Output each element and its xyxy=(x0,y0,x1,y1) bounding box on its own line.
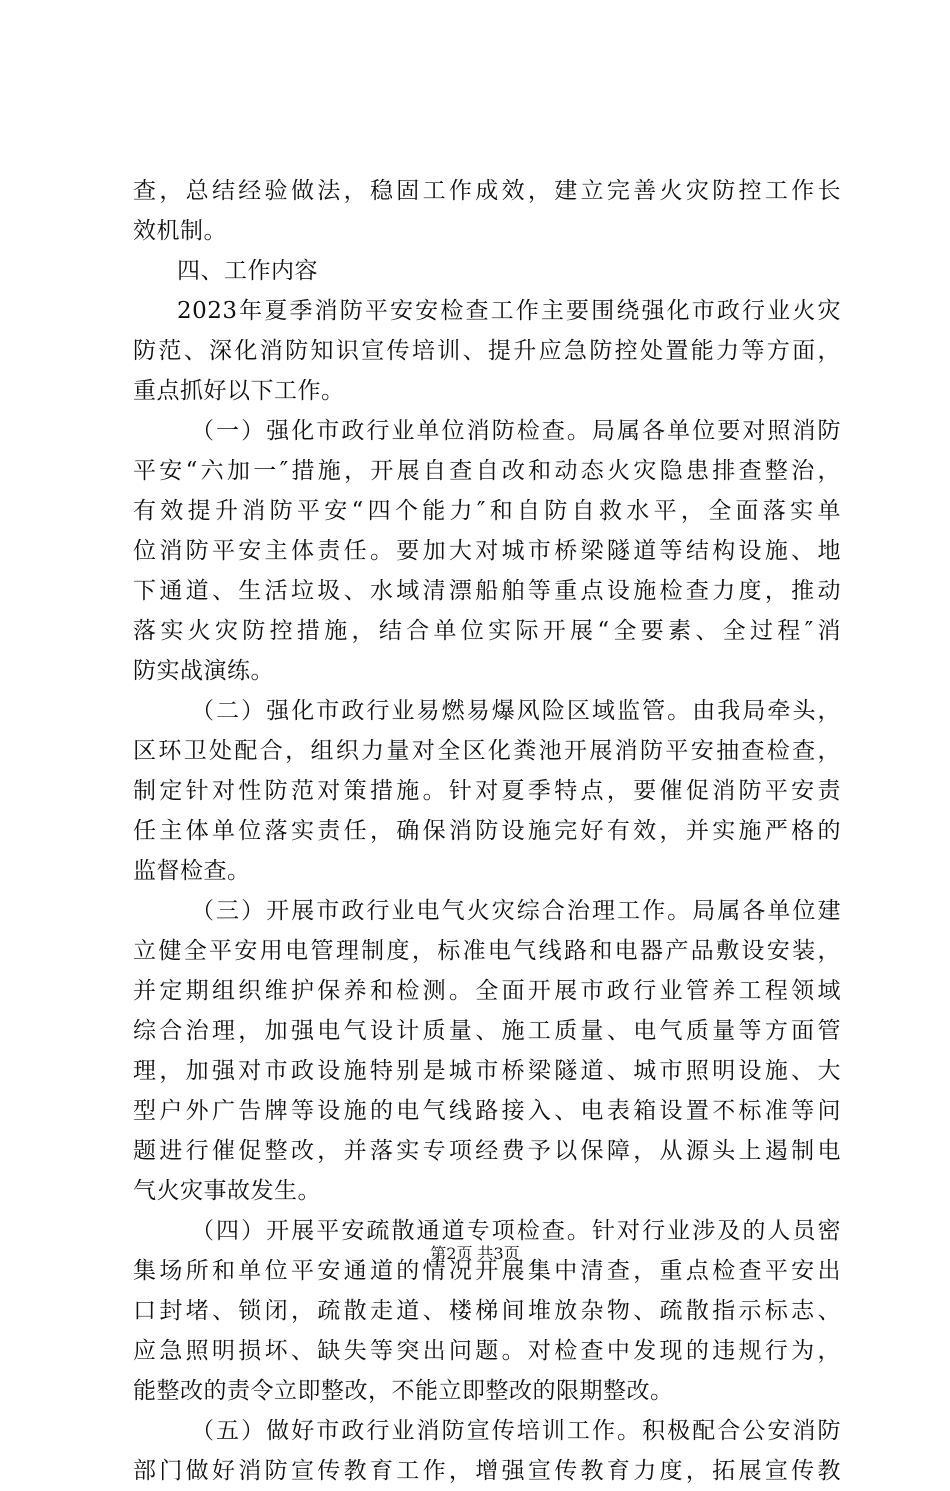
text-line: 重点抓好以下工作。 xyxy=(133,378,345,404)
text-line: （一）强化市政行业单位消防检查。局属各单位要对照消防 xyxy=(191,418,841,444)
text-line: 任主体单位落实责任，确保消防设施完好有效，并实施严格的 xyxy=(133,818,841,844)
section-heading: 四、工作内容 xyxy=(177,258,318,284)
text-line: 能整改的责令立即整改，不能立即整改的限期整改。 xyxy=(133,1378,674,1404)
text-line: 口封堵、锁闭，疏散走道、楼梯间堆放杂物、疏散指示标志、 xyxy=(133,1298,841,1324)
text-line: 并定期组织维护保养和检测。全面开展市政行业管养工程领域 xyxy=(133,978,841,1004)
text-line: 查，总结经验做法，稳固工作成效，建立完善火灾防控工作长 xyxy=(133,178,841,204)
text-line: （四）开展平安疏散通道专项检查。针对行业涉及的人员密 xyxy=(191,1218,841,1244)
text-line: 下通道、生活垃圾、水域清漂船舶等重点设施检查力度，推动 xyxy=(133,578,841,604)
text-line: 落实火灾防控措施，结合单位实际开展“全要素、全过程″消 xyxy=(133,618,841,644)
document-body xyxy=(133,171,841,1491)
text-line: 气火灾事故发生。 xyxy=(133,1178,321,1204)
page-footer: 第2页 共3页 xyxy=(430,1244,520,1263)
text-line: 型户外广告牌等设施的电气线路接入、电表箱设置不标准等问 xyxy=(133,1098,841,1124)
text-line: （二）强化市政行业易燃易爆风险区域监管。由我局牵头， xyxy=(191,698,841,724)
text-line: 防实战演练。 xyxy=(133,658,274,684)
text-line: 平安“六加一″措施，开展自查自改和动态火灾隐患排查整治， xyxy=(133,458,841,484)
text-line: 应急照明损坏、缺失等突出问题。对检查中发现的违规行为， xyxy=(133,1338,841,1364)
text-line: 综合治理，加强电气设计质量、施工质量、电气质量等方面管 xyxy=(133,1018,841,1044)
text-line: （三）开展市政行业电气火灾综合治理工作。局属各单位建 xyxy=(191,898,841,924)
text-line: 部门做好消防宣传教育工作，增强宣传教育力度，拓展宣传教 xyxy=(133,1458,841,1484)
text-line: 有效提升消防平安“四个能力″和自防自救水平，全面落实单 xyxy=(133,498,841,524)
text-line: 题进行催促整改，并落实专项经费予以保障，从源头上遏制电 xyxy=(133,1138,841,1164)
text-line: 理，加强对市政设施特别是城市桥梁隧道、城市照明设施、大 xyxy=(133,1058,841,1084)
text-line: 制定针对性防范对策措施。针对夏季特点，要催促消防平安责 xyxy=(133,778,841,804)
text-line: 效机制。 xyxy=(133,218,227,244)
text-line: 集场所和单位平安通道的情况开展集中清查，重点检查平安出 xyxy=(133,1258,841,1284)
text-line: 位消防平安主体责任。要加大对城市桥梁隧道等结构设施、地 xyxy=(133,538,841,564)
text-line: 立健全平安用电管理制度，标准电气线路和电器产品敷设安装， xyxy=(133,938,841,964)
text-line: 防范、深化消防知识宣传培训、提升应急防控处置能力等方面， xyxy=(133,338,841,364)
text-line: （五）做好市政行业消防宣传培训工作。积极配合公安消防 xyxy=(191,1418,841,1444)
text-line: 监督检查。 xyxy=(133,858,251,884)
text-line: 2023年夏季消防平安安检查工作主要围绕强化市政行业火灾 xyxy=(177,298,841,324)
text-line: 区环卫处配合，组织力量对全区化粪池开展消防平安抽查检查， xyxy=(133,738,841,764)
